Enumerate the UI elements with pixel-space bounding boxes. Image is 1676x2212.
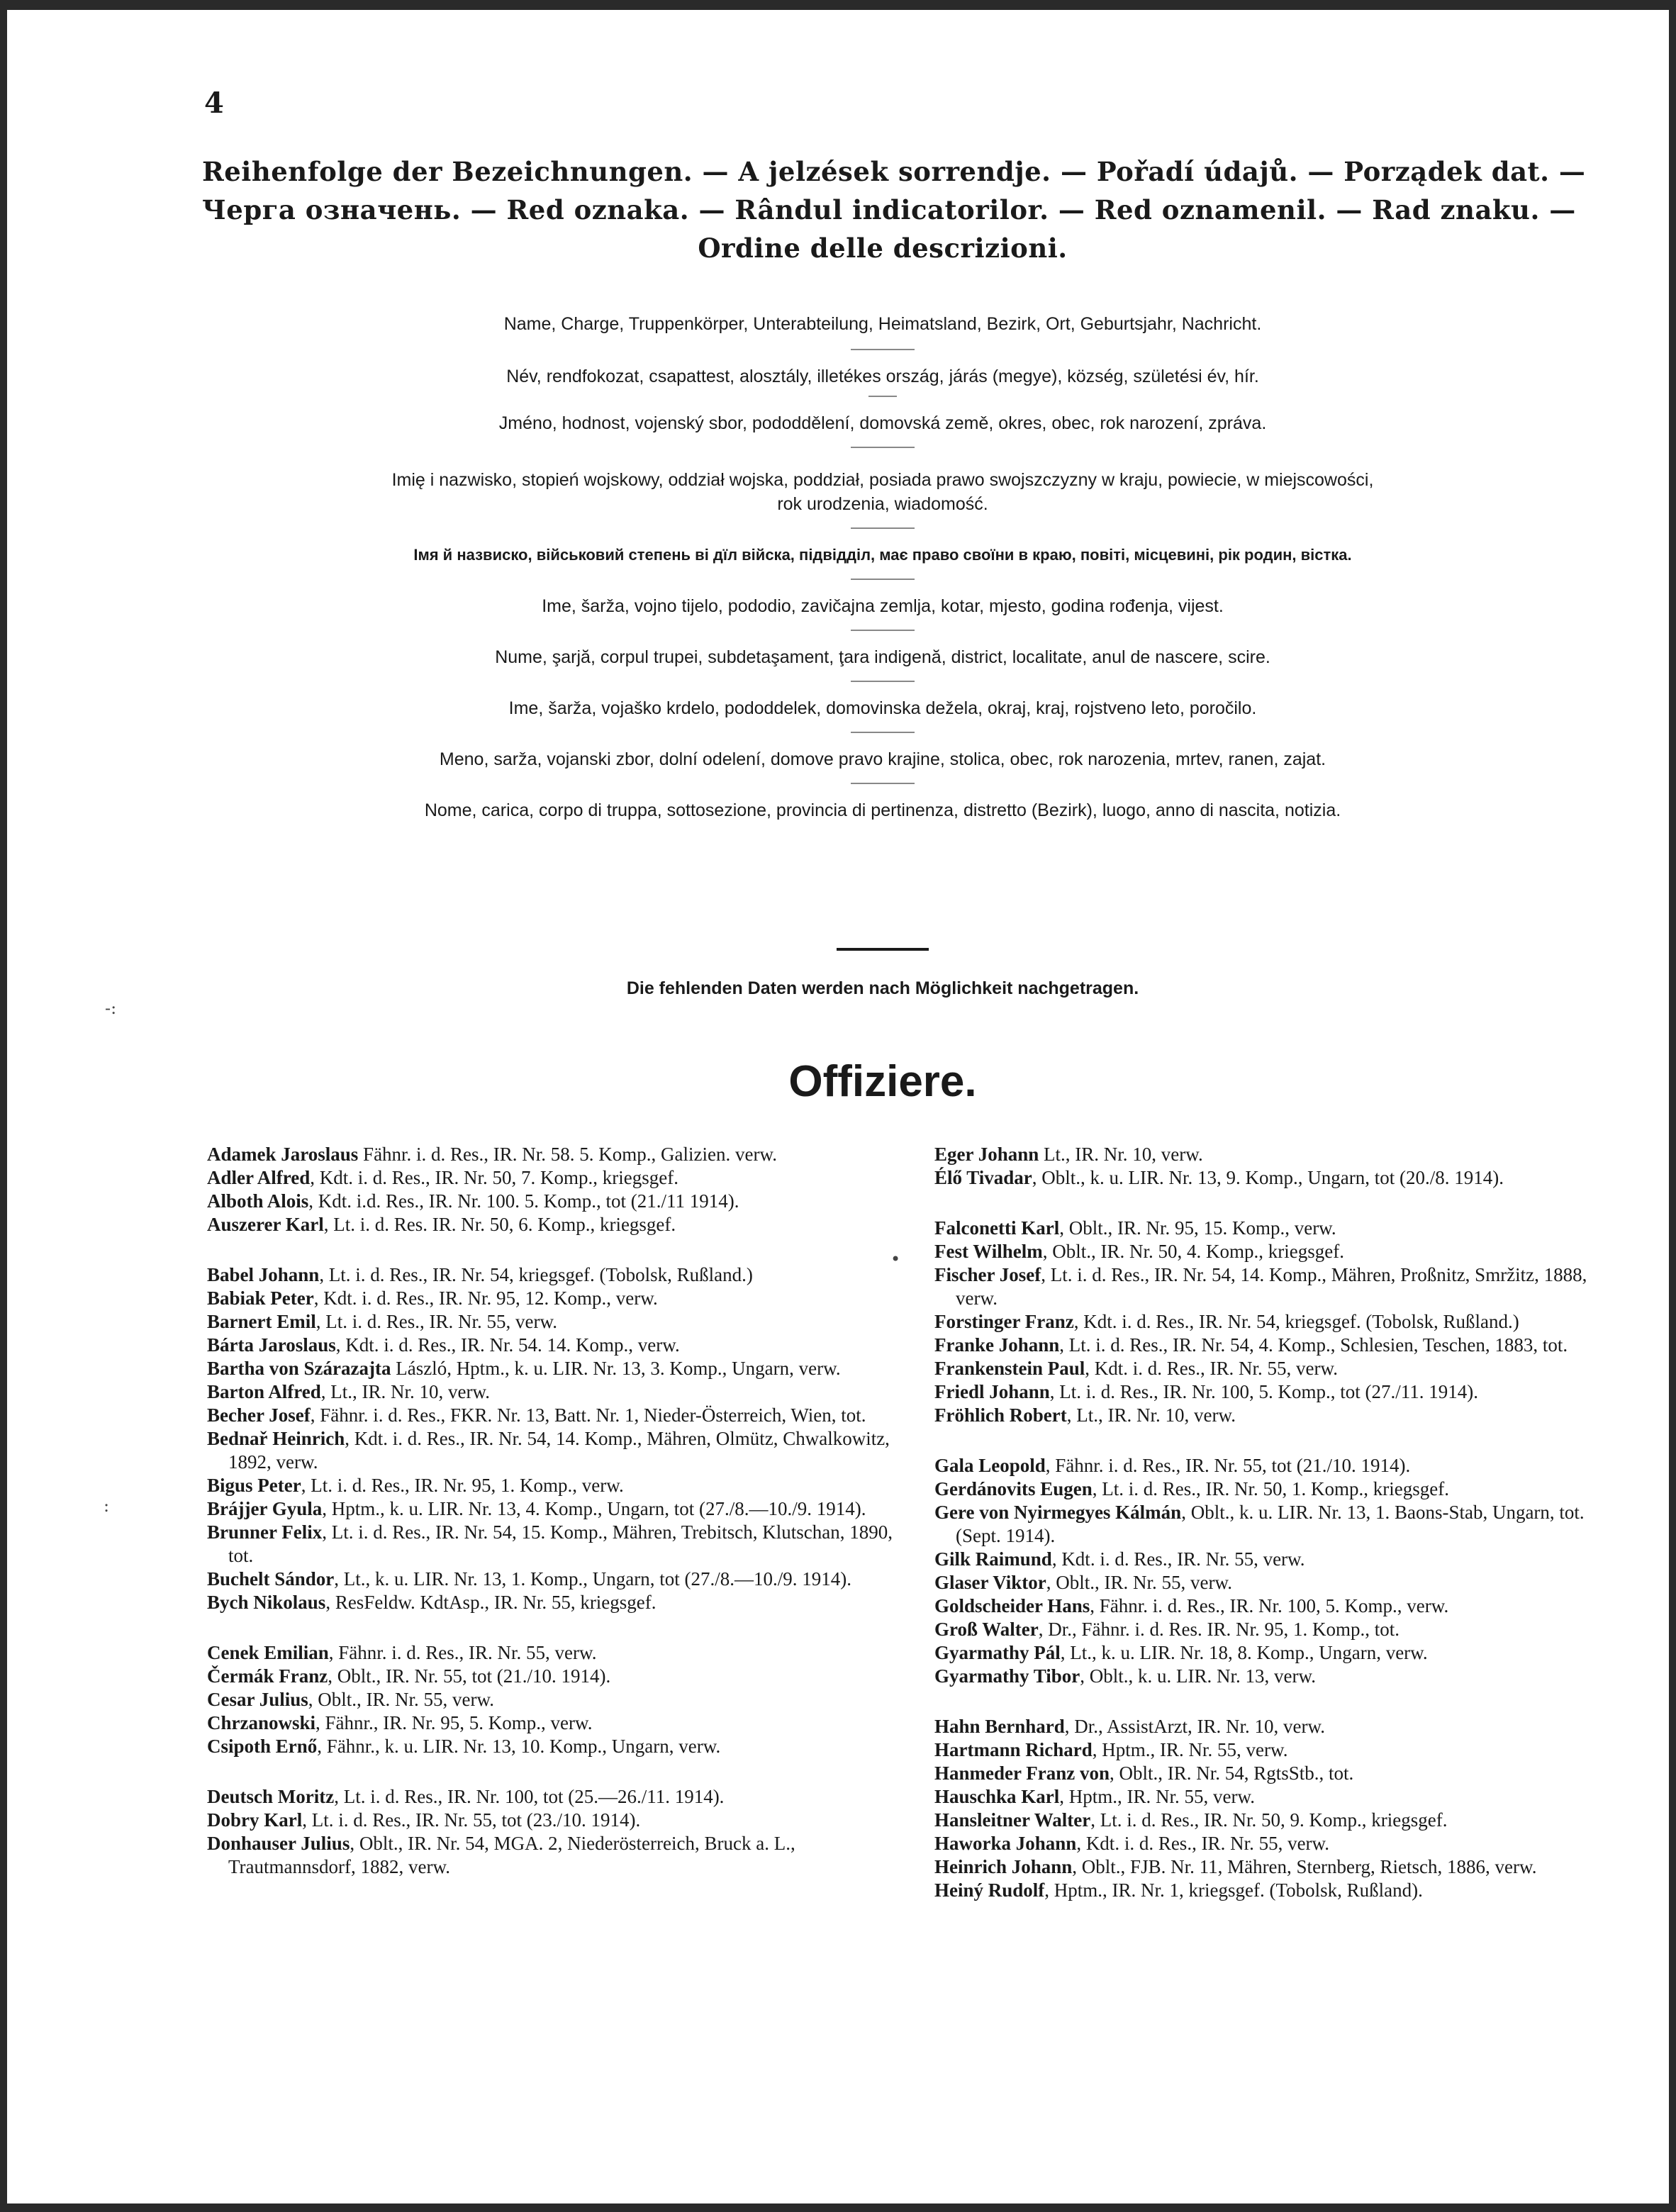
officer-entry — [207, 1832, 909, 1879]
officer-details: , Kdt. i. d. Res., IR. Nr. 55, verw. — [1051, 1548, 1305, 1570]
officer-entry — [207, 1263, 909, 1287]
officer-name: Gere von Nyirmegyes Kálmán — [934, 1502, 1182, 1523]
officer-name: Babiak Peter — [207, 1287, 314, 1309]
officer-entry — [934, 1380, 1626, 1404]
officer-details: , Kdt. i. d. Res., IR. Nr. 54, 14. Komp., Mähren, Olmütz, Chwalkowitz, 1892, verw. — [228, 1428, 890, 1473]
officer-entry — [934, 1738, 1626, 1762]
legend-divider — [868, 396, 897, 397]
missing-data-notice: Die fehlenden Daten werden nach Möglichkeit nachgetragen. — [626, 978, 1139, 998]
officer-entry — [207, 1143, 909, 1166]
officer-details: , Lt. i. d. Res., IR. Nr. 54, kriegsgef. (Tobolsk, Rußland.) — [319, 1264, 753, 1285]
officer-entry — [934, 1571, 1626, 1594]
officer-entry — [207, 1404, 909, 1427]
officer-name: Čermák Franz — [207, 1665, 328, 1687]
officer-details: , Lt. i. d. Res., IR. Nr. 100, tot (25.—26./11. 1914). — [334, 1786, 725, 1807]
officer-name: Friedl Johann — [934, 1381, 1050, 1402]
officer-entry — [207, 1357, 909, 1380]
officer-details: , Lt. i. d. Res., IR. Nr. 55, verw. — [315, 1311, 557, 1332]
legend-divider — [851, 630, 915, 631]
officer-name: Hanmeder Franz von — [934, 1763, 1110, 1784]
officer-entry — [207, 1688, 909, 1711]
officer-name: Csipoth Ernő — [207, 1736, 318, 1757]
officer-entry — [207, 1568, 909, 1591]
officer-details: , Kdt. i.d. Res., IR. Nr. 100. 5. Komp., tot (21./11 1914). — [308, 1190, 739, 1212]
officer-name: Bárta Jaroslaus — [207, 1334, 336, 1356]
legend-czech: Jméno, hodnost, vojenský sbor, pododdělení, domovská země, okres, obec, rok narození, zpráva. — [498, 413, 1267, 433]
officer-details: , Kdt. i. d. Res., IR. Nr. 95, 12. Komp., verw. — [313, 1287, 658, 1309]
officer-name: Bigus Peter — [207, 1475, 301, 1496]
officer-name: Fest Wilhelm — [934, 1241, 1043, 1262]
officer-name: Hansleitner Walter — [934, 1809, 1091, 1831]
left-column — [207, 1143, 909, 1879]
officer-entry — [934, 1809, 1626, 1832]
officer-name: Falconetti Karl — [934, 1217, 1060, 1239]
officer-details: , Lt. i. d. Res., IR. Nr. 50, 1. Komp., kriegsgef. — [1092, 1478, 1449, 1499]
officer-name: Bartha von Szárazajta — [207, 1358, 391, 1379]
officer-entry — [207, 1641, 909, 1665]
officer-name: Babel Johann — [207, 1264, 320, 1285]
officer-name: Haworka Johann — [934, 1833, 1077, 1854]
officer-entry — [207, 1711, 909, 1735]
officer-details: , Oblt., IR. Nr. 55, tot (21./10. 1914). — [328, 1665, 611, 1687]
margin-mark: • — [890, 1249, 901, 1269]
section-rule — [837, 948, 929, 951]
officer-entry — [207, 1190, 909, 1213]
officer-entry — [934, 1855, 1626, 1879]
officer-details: , Hptm., IR. Nr. 1, kriegsgef. (Tobolsk, Rußland). — [1044, 1879, 1423, 1901]
officer-entry — [934, 1548, 1626, 1571]
entry-gap — [207, 1614, 909, 1641]
officer-details: , Lt. i. d. Res., IR. Nr. 54, 15. Komp., Mähren, Trebitsch, Klutschan, 1890, tot. — [228, 1521, 893, 1566]
officer-name: Gala Leopold — [934, 1455, 1046, 1476]
officer-details: , Oblt., k. u. LIR. Nr. 13, 1. Baons-Stab, Ungarn, tot. (Sept. 1914). — [956, 1502, 1585, 1546]
officer-entry — [934, 1665, 1626, 1688]
officer-name: Becher Josef — [207, 1404, 311, 1426]
officer-details: , Lt. i. d. Res., IR. Nr. 54, 4. Komp., Schlesien, Teschen, 1883, tot. — [1059, 1334, 1568, 1356]
officer-details: , Lt., IR. Nr. 10, verw. — [1066, 1404, 1236, 1426]
officer-name: Alboth Alois — [207, 1190, 309, 1212]
officer-name: Barton Alfred — [207, 1381, 321, 1402]
officer-details: , Dr., AssistArzt, IR. Nr. 10, verw. — [1064, 1716, 1326, 1737]
officer-entry — [207, 1380, 909, 1404]
legend-slovak: Meno, sarža, vojanski zbor, dolní odelení, domove pravo krajine, stolica, obec, rok narozenia, mrtev, ranen, zajat. — [439, 749, 1326, 769]
officer-details: , Oblt., k. u. LIR. Nr. 13, 9. Komp., Ungarn, tot (20./8. 1914). — [1032, 1167, 1504, 1188]
officer-details: , Oblt., FJB. Nr. 11, Mähren, Sternberg, Rietsch, 1886, verw. — [1072, 1856, 1537, 1877]
officer-details: , Lt. i. d. Res., IR. Nr. 50, 9. Komp., kriegsgef. — [1090, 1809, 1448, 1831]
legend-divider — [851, 579, 915, 580]
officer-entry — [207, 1809, 909, 1832]
officer-details: , Hptm., IR. Nr. 55, verw. — [1092, 1739, 1288, 1760]
officer-entry — [934, 1263, 1626, 1310]
officer-name: Barnert Emil — [207, 1311, 316, 1332]
officer-details: , Oblt., IR. Nr. 55, verw. — [1046, 1572, 1232, 1593]
officer-name: Groß Walter — [934, 1619, 1039, 1640]
officer-details: , Fähnr., IR. Nr. 95, 5. Komp., verw. — [315, 1712, 593, 1733]
officer-name: Gyarmathy Pál — [934, 1642, 1061, 1663]
officer-name: Adler Alfred — [207, 1167, 311, 1188]
officer-details: , Lt., k. u. LIR. Nr. 13, 1. Komp., Ungarn, tot (27./8.—10./9. 1914). — [334, 1568, 851, 1590]
officer-name: Brunner Felix — [207, 1521, 323, 1543]
officer-entry — [934, 1143, 1626, 1166]
officer-details: , Lt., k. u. LIR. Nr. 18, 8. Komp., Ungarn, verw. — [1060, 1642, 1428, 1663]
officer-entry — [934, 1357, 1626, 1380]
officer-name: Gyarmathy Tibor — [934, 1665, 1080, 1687]
entry-gap — [934, 1427, 1626, 1454]
officer-details: , Fähnr. i. d. Res., IR. Nr. 55, tot (21./10. 1914). — [1045, 1455, 1411, 1476]
officer-details: , Fähnr., k. u. LIR. Nr. 13, 10. Komp., Ungarn, verw. — [317, 1736, 721, 1757]
officer-entry — [934, 1404, 1626, 1427]
officer-name: Hahn Bernhard — [934, 1716, 1065, 1737]
officer-entry — [207, 1521, 909, 1568]
officer-details: , Lt., IR. Nr. 10, verw. — [320, 1381, 490, 1402]
officer-details: , Kdt. i. d. Res., IR. Nr. 55, verw. — [1085, 1358, 1339, 1379]
legend-ukrainian: Імя й назвиско, військовий степень ві дїл війска, підвідділ, має право своїни в краю, повіті, місцевині, рік родин, вістка. — [413, 546, 1352, 564]
officer-details: , Lt. i. d. Res., IR. Nr. 100, 5. Komp., tot (27./11. 1914). — [1049, 1381, 1479, 1402]
officer-details: , Oblt., IR. Nr. 54, MGA. 2, Niederösterreich, Bruck a. L., Trautmannsdorf, 1882, verw. — [228, 1833, 795, 1877]
officer-details: Lt., IR. Nr. 10, verw. — [1039, 1144, 1203, 1165]
officer-name: Donhauser Julius — [207, 1833, 350, 1854]
officer-entry — [934, 1310, 1626, 1334]
officer-name: Heiný Rudolf — [934, 1879, 1045, 1901]
officer-entry — [934, 1762, 1626, 1785]
officer-entry — [207, 1474, 909, 1497]
officer-details: , Kdt. i. d. Res., IR. Nr. 50, 7. Komp., kriegsgef. — [310, 1167, 678, 1188]
officer-name: Fischer Josef — [934, 1264, 1041, 1285]
officer-details: László, Hptm., k. u. LIR. Nr. 13, 3. Komp., Ungarn, verw. — [391, 1358, 841, 1379]
margin-mark: -: — [105, 998, 117, 1018]
legend-slovenian: Ime, šarža, vojaško krdelo, pododdelek, domovinska dežela, okraj, kraj, rojstveno leto, poročilo. — [508, 698, 1257, 718]
legend-polish-1: Imię i nazwisko, stopień wojskowy, oddział wojska, poddział, posiada prawo swojszczyzny w kraju, powiecie, w miejscowości, — [391, 470, 1374, 490]
officer-details: , Lt. i. d. Res., IR. Nr. 95, 1. Komp., verw. — [301, 1475, 624, 1496]
officer-entry — [934, 1641, 1626, 1665]
entry-gap — [207, 1236, 909, 1263]
officer-name: Dobry Karl — [207, 1809, 303, 1831]
officer-entry — [934, 1334, 1626, 1357]
legend-divider — [851, 527, 915, 529]
officer-details: , Oblt., IR. Nr. 50, 4. Komp., kriegsgef. — [1042, 1241, 1344, 1262]
officer-entry — [934, 1879, 1626, 1902]
header-line-3: Ordine delle descrizioni. — [698, 233, 1068, 264]
officer-name: Hartmann Richard — [934, 1739, 1093, 1760]
officer-details: , Hptm., k. u. LIR. Nr. 13, 4. Komp., Ungarn, tot (27./8.—10./9. 1914). — [322, 1498, 866, 1519]
officer-entry — [934, 1715, 1626, 1738]
officer-entry — [934, 1832, 1626, 1855]
officer-details: , Fähnr. i. d. Res., IR. Nr. 55, verw. — [328, 1642, 597, 1663]
officer-details: , Kdt. i. d. Res., IR. Nr. 55, verw. — [1076, 1833, 1330, 1854]
officer-name: Heinrich Johann — [934, 1856, 1073, 1877]
officer-entry — [207, 1785, 909, 1809]
officer-name: Frankenstein Paul — [934, 1358, 1085, 1379]
legend-polish-2: rok urodzenia, wiadomość. — [777, 494, 988, 514]
officer-entry — [207, 1213, 909, 1236]
officer-entry — [207, 1334, 909, 1357]
officer-name: Brájjer Gyula — [207, 1498, 323, 1519]
legend-romanian: Nume, şarjă, corpul trupei, subdetaşament, ţara indigenă, district, localitate, anul de nascere, scire. — [495, 647, 1270, 667]
officer-entry — [934, 1478, 1626, 1501]
section-title: Offiziere. — [788, 1057, 977, 1106]
officer-details: , Oblt., IR. Nr. 55, verw. — [308, 1689, 495, 1710]
officer-details: , Fähnr. i. d. Res., FKR. Nr. 13, Batt. Nr. 1, Nieder-Österreich, Wien, tot. — [310, 1404, 866, 1426]
officer-entry — [207, 1665, 909, 1688]
legend-german: Name, Charge, Truppenkörper, Unterabteilung, Heimatsland, Bezirk, Ort, Geburtsjahr, Nachricht. — [503, 314, 1262, 334]
officer-details: , Kdt. i. d. Res., IR. Nr. 54. 14. Komp., verw. — [335, 1334, 680, 1356]
officer-name: Buchelt Sándor — [207, 1568, 335, 1590]
officer-details: , Kdt. i. d. Res., IR. Nr. 54, kriegsgef. (Tobolsk, Rußland.) — [1073, 1311, 1519, 1332]
officer-name: Goldscheider Hans — [934, 1595, 1090, 1616]
officer-details: , Oblt., IR. Nr. 54, RgtsStb., tot. — [1109, 1763, 1354, 1784]
officer-entry — [207, 1287, 909, 1310]
officer-details: , ResFeldw. KdtAsp., IR. Nr. 55, kriegsgef. — [325, 1592, 657, 1613]
officer-details: , Dr., Fähnr. i. d. Res. IR. Nr. 95, 1. Komp., tot. — [1038, 1619, 1400, 1640]
officer-details: , Oblt., k. u. LIR. Nr. 13, verw. — [1080, 1665, 1316, 1687]
officer-entry — [934, 1618, 1626, 1641]
entry-gap — [934, 1190, 1626, 1217]
officer-name: Eger Johann — [934, 1144, 1039, 1165]
officer-entry — [207, 1166, 909, 1190]
legend-block — [202, 312, 1563, 822]
officer-entry — [934, 1240, 1626, 1263]
officer-name: Cenek Emilian — [207, 1642, 329, 1663]
officer-name: Franke Johann — [934, 1334, 1060, 1356]
officer-entry — [934, 1594, 1626, 1618]
legend-croatian: Ime, šarža, vojno tijelo, pododio, zavičajna zemlja, kotar, mjesto, godina rođenja, vijest. — [542, 596, 1224, 616]
officer-details: , Oblt., IR. Nr. 95, 15. Komp., verw. — [1059, 1217, 1336, 1239]
page-number: 4 — [204, 86, 224, 120]
officer-name: Hauschka Karl — [934, 1786, 1060, 1807]
officer-details: Fähnr. i. d. Res., IR. Nr. 58. 5. Komp., Galizien. verw. — [358, 1144, 777, 1165]
officer-entry — [207, 1735, 909, 1758]
officer-entry — [934, 1785, 1626, 1809]
header-line-2: Черга означень. — Red oznaka. — Rândul indicatorilor. — Red oznamenil. — Rad znaku. — — [202, 194, 1576, 225]
legend-divider — [851, 732, 915, 733]
right-column — [934, 1143, 1626, 1902]
officer-name: Forstinger Franz — [934, 1311, 1074, 1332]
officer-details: , Lt. i. d. Res., IR. Nr. 54, 14. Komp., Mähren, Proßnitz, Smržitz, 1888, verw. — [956, 1264, 1587, 1309]
legend-divider — [851, 349, 915, 350]
officer-name: Auszerer Karl — [207, 1214, 324, 1235]
officer-details: , Fähnr. i. d. Res., IR. Nr. 100, 5. Komp., verw. — [1090, 1595, 1449, 1616]
officer-entry — [207, 1427, 909, 1474]
officer-name: Bych Nikolaus — [207, 1592, 326, 1613]
officer-details: , Lt. i. d. Res. IR. Nr. 50, 6. Komp., kriegsgef. — [323, 1214, 676, 1235]
officer-entry — [207, 1310, 909, 1334]
officer-name: Glaser Viktor — [934, 1572, 1046, 1593]
margin-mark: : — [104, 1496, 110, 1516]
officer-name: Fröhlich Robert — [934, 1404, 1067, 1426]
officer-name: Élő Tivadar — [934, 1167, 1032, 1188]
officer-entry — [934, 1217, 1626, 1240]
legend-hungarian: Név, rendfokozat, csapattest, alosztály, illetékes ország, járás (megye), község, születési év, hír. — [506, 367, 1259, 386]
officer-entry — [934, 1501, 1626, 1548]
officer-name: Chrzanowski — [207, 1712, 316, 1733]
entry-gap — [934, 1688, 1626, 1715]
officer-entry — [207, 1591, 909, 1614]
officer-entry — [934, 1166, 1626, 1190]
legend-divider — [851, 447, 915, 448]
officer-name: Gerdánovits Eugen — [934, 1478, 1093, 1499]
header-line-1: Reihenfolge der Bezeichnungen. — A jelzések sorrendje. — Pořadí údajů. — Porządek dat. — — [202, 156, 1586, 187]
officer-name: Cesar Julius — [207, 1689, 308, 1710]
legend-italian: Nome, carica, corpo di truppa, sottosezione, provincia di pertinenza, distretto (Bezirk), luogo, anno di nascita, notizia. — [424, 800, 1341, 820]
officer-name: Gilk Raimund — [934, 1548, 1052, 1570]
officer-name: Bednař Heinrich — [207, 1428, 345, 1449]
officer-entry — [207, 1497, 909, 1521]
officer-name: Deutsch Moritz — [207, 1786, 335, 1807]
officer-details: , Lt. i. d. Res., IR. Nr. 55, tot (23./10. 1914). — [302, 1809, 641, 1831]
officer-details: , Hptm., IR. Nr. 55, verw. — [1059, 1786, 1256, 1807]
officer-name: Adamek Jaroslaus — [207, 1144, 359, 1165]
legend-divider — [851, 681, 915, 682]
header-block — [202, 152, 1586, 267]
officer-entry — [934, 1454, 1626, 1478]
entry-gap — [207, 1758, 909, 1785]
legend-divider — [851, 783, 915, 784]
